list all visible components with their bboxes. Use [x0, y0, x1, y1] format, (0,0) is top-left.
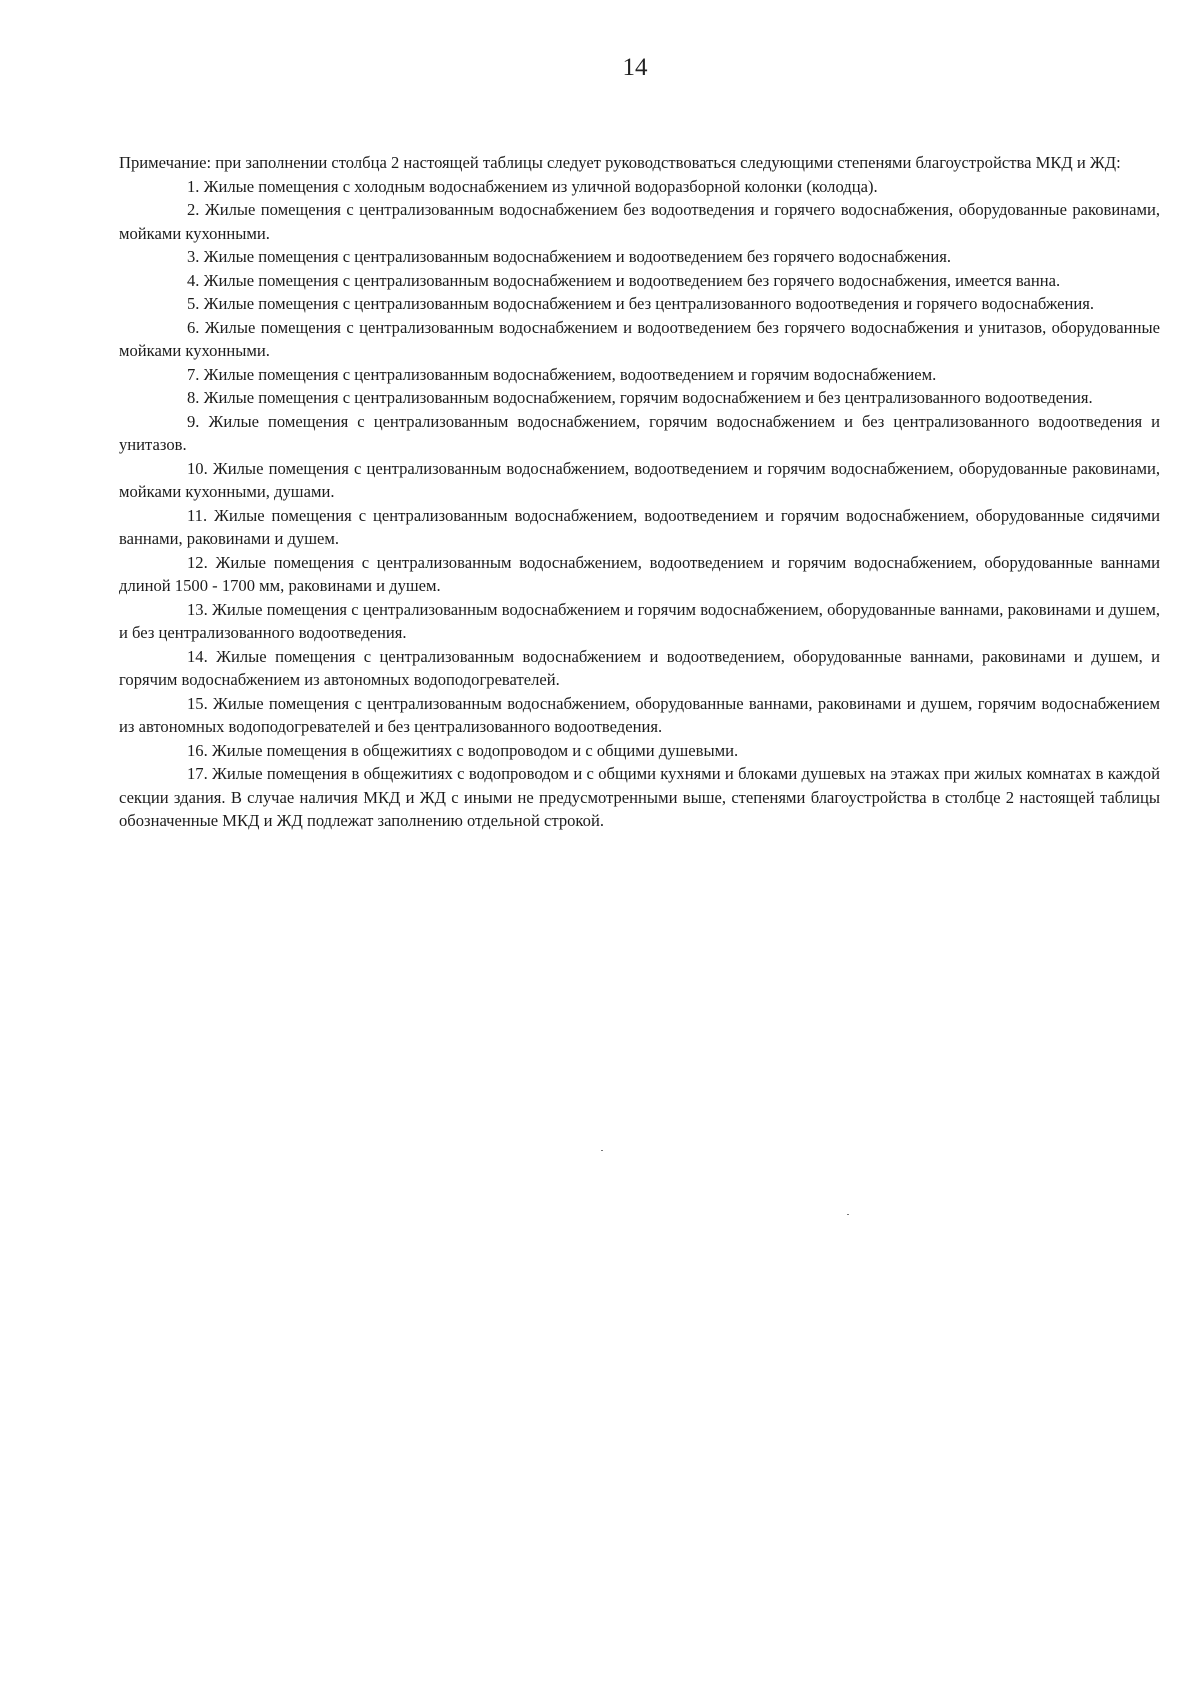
note-item-9: 9. Жилые помещения с централизованным водоснабжением, горячим водоснабжением и без централизованного водоотведения и унитазов.	[119, 411, 1160, 454]
note-item-6: 6. Жилые помещения с централизованным водоснабжением и водоотведением без горячего водоснабжения и унитазов, оборудованные мойками кухонными.	[119, 317, 1160, 360]
note-item-13: 13. Жилые помещения с централизованным водоснабжением и горячим водоснабжением, оборудованные ваннами, раковинами и душем, и без централизованного водоотведения.	[119, 599, 1160, 642]
note-item-15: 15. Жилые помещения с централизованным водоснабжением, оборудованные ваннами, раковинами и душем, горячим водоснабжением из автономных водоподогревателей и без централизованного водоотведения.	[119, 693, 1160, 736]
note-item-1: 1. Жилые помещения с холодным водоснабжением из уличной водоразборной колонки (колодца).	[187, 176, 878, 196]
note-item-8: 8. Жилые помещения с централизованным водоснабжением, горячим водоснабжением и без централизованного водоотведения.	[187, 388, 1093, 407]
note-intro: Примечание: при заполнении столбца 2 настоящей таблицы следует руководствоваться следующими степенями благоустройства МКД и ЖД:	[119, 153, 1121, 172]
note-item-12: 12. Жилые помещения с централизованным водоснабжением, водоотведением и горячим водоснабжением, оборудованные ваннами длиной 1500 - 1700 мм, раковинами и душем.	[119, 552, 1160, 595]
note-item-11: 11. Жилые помещения с централизованным водоснабжением, водоотведением и горячим водоснабжением, оборудованные сидячими ваннами, раковинами и душем.	[119, 505, 1160, 548]
note-item-17: 17. Жилые помещения в общежитиях с водопроводом и с общими кухнями и блоками душевых на этажах при жилых комнатах в каждой секции здания. В случае наличия МКД и ЖД с иными не предусмотренными выше, степенями благоустройства в столбце 2 настоящей таблицы обозначенные МКД и ЖД подлежат заполнению отдельной строкой.	[119, 764, 1160, 830]
note-item-10: 10. Жилые помещения с централизованным водоснабжением, водоотведением и горячим водоснабжением, оборудованные раковинами, мойками кухонными, душами.	[119, 458, 1160, 501]
note-item-16: 16. Жилые помещения в общежитиях с водопроводом и с общими душевыми.	[187, 740, 739, 760]
note-item-4: 4. Жилые помещения с централизованным водоснабжением и водоотведением без горячего водоснабжения, имеется ванна.	[187, 270, 1061, 290]
scan-speck	[847, 1214, 849, 1215]
scan-speck	[601, 1150, 603, 1151]
note-item-14: 14. Жилые помещения с централизованным водоснабжением и водоотведением, оборудованные ваннами, раковинами и душем, и горячим водоснабжением из автономных водоподогревателей.	[119, 646, 1160, 689]
note-item-7: 7. Жилые помещения с централизованным водоснабжением, водоотведением и горячим водоснабжением.	[187, 364, 937, 384]
note-section	[119, 151, 1160, 833]
note-item-5: 5. Жилые помещения с централизованным водоснабжением и без централизованного водоотведения и горячего водоснабжения.	[187, 294, 1094, 313]
note-item-2: 2. Жилые помещения с централизованным водоснабжением без водоотведения и горячего водоснабжения, оборудованные раковинами, мойками кухонными.	[119, 200, 1160, 243]
page-number: 14	[622, 54, 648, 81]
note-item-3: 3. Жилые помещения с централизованным водоснабжением и водоотведением без горячего водоснабжения.	[187, 247, 952, 266]
